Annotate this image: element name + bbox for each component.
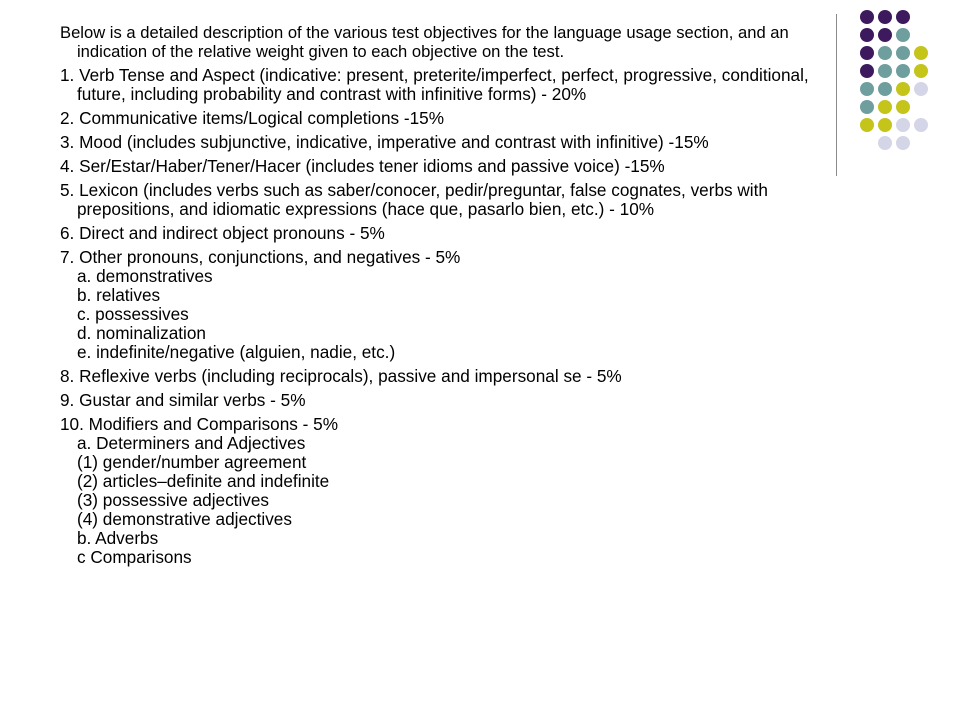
decor-dot xyxy=(914,82,928,96)
objective-item xyxy=(60,157,820,176)
objective-item xyxy=(60,367,820,386)
decor-dot xyxy=(878,100,892,114)
decor-dot xyxy=(878,10,892,24)
decor-dot xyxy=(914,118,928,132)
objective-item xyxy=(60,224,820,243)
objective-text: 5. Lexicon (includes verbs such as saber/conocer, pedir/preguntar, false cognates, verbs with prepositions, and idiomatic expressions (hace que, pasarlo bien, etc.) - 10% xyxy=(60,180,768,219)
objective-subitem: a. Determiners and Adjectives xyxy=(77,433,306,453)
objective-subitem: (3) possessive adjectives xyxy=(77,490,270,510)
decor-dot xyxy=(860,28,874,42)
decor-dot xyxy=(878,82,892,96)
objective-subitem: d. nominalization xyxy=(77,323,206,343)
objective-subitem: (1) gender/number agreement xyxy=(77,452,307,472)
intro-paragraph: Below is a detailed description of the various test objectives for the language usage section, and an indication of the relative weight given to each objective on the test. xyxy=(60,23,789,61)
decor-dot xyxy=(896,64,910,78)
objective-item xyxy=(60,391,820,410)
objective-item xyxy=(60,248,820,362)
slide-body xyxy=(60,24,820,572)
objective-text: 7. Other pronouns, conjunctions, and negatives - 5% xyxy=(60,247,461,267)
objective-text: 8. Reflexive verbs (including reciprocals), passive and impersonal se - 5% xyxy=(60,366,622,386)
decor-dot xyxy=(860,64,874,78)
objectives-list xyxy=(60,66,820,567)
objective-subitem: c. possessives xyxy=(77,304,189,324)
objective-subitem: a. demonstratives xyxy=(77,266,213,286)
objective-subitem: b. Adverbs xyxy=(77,528,159,548)
objective-item xyxy=(60,415,820,567)
decor-dot xyxy=(896,10,910,24)
objective-item xyxy=(60,109,820,128)
decor-dot xyxy=(860,10,874,24)
decor-dot xyxy=(860,46,874,60)
decor-dot xyxy=(878,136,892,150)
objective-subitem: (4) demonstrative adjectives xyxy=(77,509,292,529)
objective-item xyxy=(60,181,820,219)
decor-dot xyxy=(914,64,928,78)
decor-dot xyxy=(914,46,928,60)
decor-dot xyxy=(896,28,910,42)
objective-text: 10. Modifiers and Comparisons - 5% xyxy=(60,414,338,434)
decor-dot xyxy=(896,82,910,96)
objective-subitem: (2) articles–definite and indefinite xyxy=(77,471,330,491)
decorative-divider-line xyxy=(836,14,837,176)
decor-dot xyxy=(860,82,874,96)
decor-dot xyxy=(896,118,910,132)
objective-subitem: b. relatives xyxy=(77,285,161,305)
objective-item xyxy=(60,66,820,104)
decor-dot xyxy=(896,100,910,114)
objective-text: 3. Mood (includes subjunctive, indicative, imperative and contrast with infinitive) -15% xyxy=(60,132,709,152)
decor-dot xyxy=(860,100,874,114)
decor-dot xyxy=(896,46,910,60)
objective-text: 6. Direct and indirect object pronouns - 5% xyxy=(60,223,385,243)
objective-text: 9. Gustar and similar verbs - 5% xyxy=(60,390,306,410)
objective-subitem: c Comparisons xyxy=(77,547,192,567)
objective-text: 2. Communicative items/Logical completions -15% xyxy=(60,108,445,128)
objective-text: 1. Verb Tense and Aspect (indicative: present, preterite/imperfect, perfect, progressive, conditional, future, including probability and contrast with infinitive forms) - 20% xyxy=(60,65,809,104)
objective-subitem: e. indefinite/negative (alguien, nadie, etc.) xyxy=(77,342,396,362)
decor-dot xyxy=(878,118,892,132)
decor-dot xyxy=(878,64,892,78)
decor-dot xyxy=(896,136,910,150)
decor-dot xyxy=(860,118,874,132)
decor-dot xyxy=(878,28,892,42)
decor-dot xyxy=(878,46,892,60)
objective-item xyxy=(60,133,820,152)
objective-text: 4. Ser/Estar/Haber/Tener/Hacer (includes tener idioms and passive voice) -15% xyxy=(60,156,665,176)
